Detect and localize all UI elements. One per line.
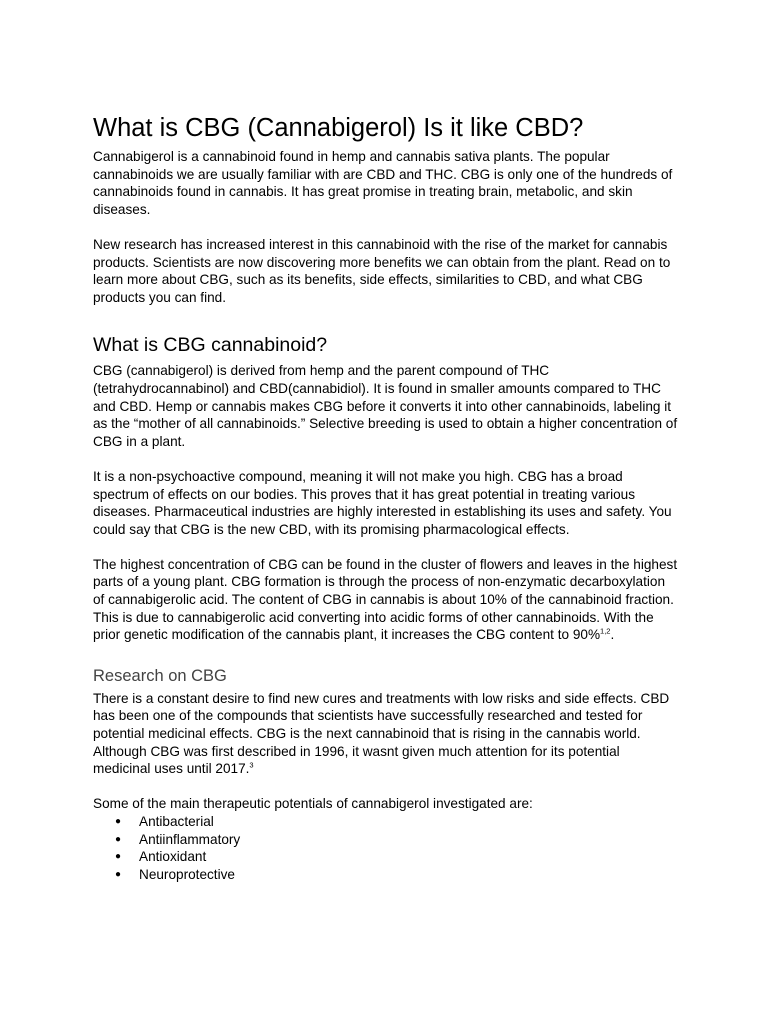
section-heading-research: Research on CBG	[93, 666, 227, 685]
paragraph-spacer	[93, 538, 678, 556]
section-spacer	[93, 306, 678, 333]
therapeutic-list	[93, 813, 678, 883]
intro-paragraph-1: Cannabigerol is a cannabinoid found in hemp and cannabis sativa plants. The popular cannabinoids we are usually familiar with are CBD and THC. CBG is only one of the hundreds of cannabinoids found in cannabis. It has great promise in treating brain, metabolic, and skin diseases.	[93, 149, 673, 217]
research-paragraph-1	[93, 690, 678, 778]
research-paragraph-1-text: There is a constant desire to find new cures and treatments with low risks and side effects. CBD has been one of the compounds that scientists have successfully researched and tested for potential medicinal effects. CBG is the next cannabinoid that is rising in the cannabis world. Although CBG was first described in 1996, it wasnt given much attention for its potential medicinal uses until 2017.	[93, 690, 670, 777]
bullet-icon: ●	[115, 868, 122, 880]
list-item	[115, 831, 678, 849]
section-spacer	[93, 644, 678, 666]
list-item-label: Antibacterial	[139, 814, 214, 829]
bullet-icon: ●	[115, 833, 122, 845]
list-item	[115, 813, 678, 831]
citation-superscript: 3	[249, 760, 254, 770]
cbg-paragraph-1: CBG (cannabigerol) is derived from hemp and the parent compound of THC (tetrahydrocannabinol) and CBD(cannabidiol). It is found in smaller amounts compared to THC and CBD. Hemp or cannabis makes CBG before it converts it into other cannabinoids, labeling it as the “mother of all cannabinoids.” Selective breeding is used to obtain a higher concentration of CBG in a plant.	[93, 363, 678, 449]
page-title: What is CBG (Cannabigerol) Is it like CBD?	[93, 114, 584, 142]
cbg-paragraph-3-text: The highest concentration of CBG can be found in the cluster of flowers and leaves in the highest parts of a young plant. CBG formation is through the process of non-enzymatic decarboxylation of cannabigerolic acid. The content of CBG in cannabis is about 10% of the cannabinoid fraction. This is due to cannabigerolic acid converting into acidic forms of other cannabinoids. With the prior genetic modification of the cannabis plant, it increases the CBG content to 90%	[93, 556, 678, 643]
paragraph-spacer	[93, 778, 678, 796]
bullet-icon: ●	[115, 851, 122, 863]
intro-paragraph-2: New research has increased interest in this cannabinoid with the rise of the market for cannabis products. Scientists are now discovering more benefits we can obtain from the plant. Read on to learn more about CBG, such as its benefits, side effects, similarities to CBD, and what CBG products you can find.	[93, 236, 671, 305]
cbg-paragraph-3	[93, 556, 678, 644]
list-item-label: Antiinflammatory	[139, 831, 241, 847]
list-item	[115, 866, 678, 884]
paragraph-spacer	[93, 218, 678, 236]
research-paragraph-2: Some of the main therapeutic potentials of cannabigerol investigated are:	[93, 796, 533, 812]
list-item	[115, 848, 678, 866]
bullet-icon: ●	[115, 816, 122, 827]
cbg-paragraph-2: It is a non-psychoactive compound, meaning it will not make you high. CBG has a broad spectrum of effects on our bodies. This proves that it has great potential in treating various diseases. Pharmaceutical industries are highly interested in establishing its uses and safety. You could say that CBG is the new CBD, with its promising pharmacological effects.	[93, 468, 672, 537]
list-item-label: Neuroprotective	[139, 866, 235, 882]
citation-superscript: 1,2	[600, 626, 611, 636]
paragraph-spacer	[93, 450, 678, 468]
cbg-paragraph-3-end: .	[610, 627, 615, 643]
section-heading-cbg: What is CBG cannabinoid?	[93, 334, 328, 357]
list-item-label: Antioxidant	[139, 849, 207, 865]
